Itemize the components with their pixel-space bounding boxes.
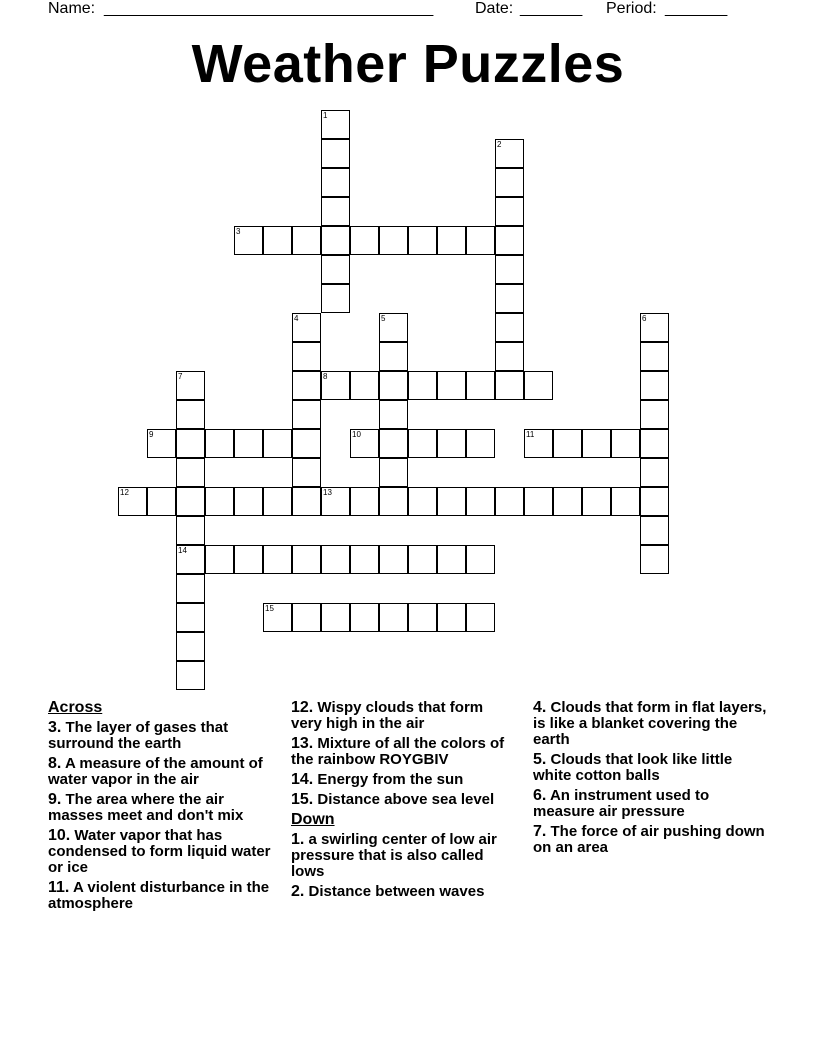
- across-heading: Across: [48, 699, 103, 716]
- crossword-cell[interactable]: [292, 226, 321, 255]
- crossword-cell[interactable]: [263, 603, 292, 632]
- crossword-cell[interactable]: [147, 429, 176, 458]
- crossword-cell[interactable]: [379, 371, 408, 400]
- clue-item-text: Distance between waves: [308, 883, 485, 900]
- crossword-cell[interactable]: [379, 458, 408, 487]
- crossword-cell[interactable]: [292, 342, 321, 371]
- crossword-cell[interactable]: [350, 545, 379, 574]
- crossword-cell[interactable]: [292, 371, 321, 400]
- crossword-cell[interactable]: [640, 545, 669, 574]
- date-label: Date:: [475, 0, 514, 17]
- crossword-cell[interactable]: [321, 545, 350, 574]
- crossword-cell[interactable]: [292, 400, 321, 429]
- crossword-cell[interactable]: [350, 371, 379, 400]
- crossword-cell[interactable]: [437, 371, 466, 400]
- crossword-cell[interactable]: [495, 487, 524, 516]
- crossword-cell[interactable]: [379, 226, 408, 255]
- clue-number: 9: [149, 430, 154, 439]
- crossword-cell[interactable]: [466, 545, 495, 574]
- crossword-cell[interactable]: [466, 226, 495, 255]
- clue-number: 6: [642, 314, 647, 323]
- crossword-cell[interactable]: [350, 487, 379, 516]
- crossword-cell[interactable]: [466, 429, 495, 458]
- clue-item: [291, 700, 516, 732]
- crossword-cell[interactable]: [263, 429, 292, 458]
- clue-item-number: 9.: [48, 791, 62, 808]
- crossword-cell[interactable]: [176, 429, 205, 458]
- crossword-cell[interactable]: [640, 342, 669, 371]
- crossword-cell[interactable]: [408, 487, 437, 516]
- crossword-cell[interactable]: [234, 429, 263, 458]
- crossword-cell[interactable]: [321, 110, 350, 139]
- clue-item-number: 4.: [533, 699, 547, 716]
- crossword-cell[interactable]: [495, 342, 524, 371]
- crossword-cell[interactable]: [176, 574, 205, 603]
- clue-number: 8: [323, 372, 328, 381]
- crossword-cell[interactable]: [205, 487, 234, 516]
- crossword-cell[interactable]: [292, 487, 321, 516]
- crossword-cell[interactable]: [176, 603, 205, 632]
- crossword-cell[interactable]: [408, 429, 437, 458]
- crossword-cell[interactable]: [379, 429, 408, 458]
- crossword-cell[interactable]: [379, 342, 408, 371]
- crossword-cell[interactable]: [408, 545, 437, 574]
- clue-item-number: 8.: [48, 755, 62, 772]
- crossword-cell[interactable]: [147, 487, 176, 516]
- clue-item-text: The area where the air masses meet and don't mix: [48, 791, 244, 824]
- clue-item: [291, 772, 516, 788]
- crossword-cell[interactable]: [292, 429, 321, 458]
- crossword-cell[interactable]: [640, 458, 669, 487]
- crossword-cell[interactable]: [321, 226, 350, 255]
- page-title: Weather Puzzles: [191, 34, 625, 94]
- crossword-cell[interactable]: [263, 545, 292, 574]
- clue-number: 13: [323, 488, 332, 497]
- clue-number: 7: [178, 372, 183, 381]
- clue-item-text: Clouds that form in flat layers, is like a blanket covering the earth: [533, 699, 767, 748]
- clue-item-number: 14.: [291, 771, 314, 788]
- crossword-cell[interactable]: [408, 371, 437, 400]
- crossword-cell[interactable]: [553, 429, 582, 458]
- crossword-cell[interactable]: [321, 139, 350, 168]
- crossword-cell[interactable]: [176, 545, 205, 574]
- crossword-cell[interactable]: [263, 487, 292, 516]
- crossword-cell[interactable]: [466, 371, 495, 400]
- name-field[interactable]: _____________________________________: [104, 0, 434, 17]
- clue-item-text: A measure of the amount of water vapor in the air: [48, 755, 263, 788]
- clue-item-number: 7.: [533, 823, 547, 840]
- crossword-cell[interactable]: [437, 429, 466, 458]
- crossword-cell[interactable]: [495, 226, 524, 255]
- clue-number: 12: [120, 488, 129, 497]
- name-label: Name:: [48, 0, 96, 17]
- crossword-cell[interactable]: [321, 255, 350, 284]
- clue-item-number: 5.: [533, 751, 547, 768]
- crossword-cell[interactable]: [466, 487, 495, 516]
- crossword-cell[interactable]: [234, 487, 263, 516]
- clue-item-number: 15.: [291, 791, 314, 808]
- crossword-cell[interactable]: [176, 371, 205, 400]
- crossword-cell[interactable]: [437, 545, 466, 574]
- clue-item-number: 1.: [291, 831, 305, 848]
- crossword-cell[interactable]: [292, 313, 321, 342]
- crossword-cell[interactable]: [234, 545, 263, 574]
- crossword-cell[interactable]: [582, 487, 611, 516]
- crossword-cell[interactable]: [379, 313, 408, 342]
- clue-item-text: The force of air pushing down on an area: [533, 823, 765, 856]
- crossword-cell[interactable]: [350, 226, 379, 255]
- clue-item-number: 13.: [291, 735, 314, 752]
- crossword-cell[interactable]: [408, 226, 437, 255]
- clue-number: 11: [526, 430, 535, 439]
- crossword-cell[interactable]: [263, 226, 292, 255]
- crossword-cell[interactable]: [640, 487, 669, 516]
- crossword-cell[interactable]: [379, 545, 408, 574]
- crossword-cell[interactable]: [176, 487, 205, 516]
- crossword-cell[interactable]: [495, 139, 524, 168]
- crossword-cell[interactable]: [640, 400, 669, 429]
- crossword-cell[interactable]: [234, 226, 263, 255]
- clue-item: [291, 792, 516, 808]
- clue-number: 5: [381, 314, 386, 323]
- clue-item-number: 6.: [533, 787, 547, 804]
- crossword-cell[interactable]: [321, 197, 350, 226]
- crossword-cell[interactable]: [437, 603, 466, 632]
- crossword-cell[interactable]: [437, 226, 466, 255]
- crossword-cell[interactable]: [640, 371, 669, 400]
- clue-item: [291, 736, 516, 768]
- crossword-cell[interactable]: [640, 516, 669, 545]
- crossword-cell[interactable]: [350, 429, 379, 458]
- crossword-cell[interactable]: [118, 487, 147, 516]
- clue-item-text: Wispy clouds that form very high in the air: [291, 699, 484, 732]
- crossword-cell[interactable]: [321, 168, 350, 197]
- clues-column-2: [291, 700, 516, 904]
- crossword-cell[interactable]: [495, 284, 524, 313]
- clue-item-text: Clouds that look like little white cotton balls: [533, 751, 733, 784]
- crossword-cell[interactable]: [495, 168, 524, 197]
- crossword-cell[interactable]: [292, 545, 321, 574]
- crossword-cell[interactable]: [524, 487, 553, 516]
- crossword-cell[interactable]: [350, 603, 379, 632]
- down-heading: Down: [291, 811, 335, 828]
- crossword-cell[interactable]: [321, 371, 350, 400]
- crossword-cell[interactable]: [379, 487, 408, 516]
- period-label: Period:: [606, 0, 657, 17]
- crossword-cell[interactable]: [292, 458, 321, 487]
- crossword-cell[interactable]: [292, 603, 321, 632]
- clue-item: [48, 792, 278, 824]
- crossword-cell[interactable]: [495, 255, 524, 284]
- crossword-cell[interactable]: [495, 197, 524, 226]
- clue-item: [48, 828, 278, 876]
- clue-item-number: 12.: [291, 699, 314, 716]
- clue-item-text: An instrument used to measure air pressure: [533, 787, 710, 820]
- clue-item-text: Energy from the sun: [317, 771, 464, 788]
- crossword-cell[interactable]: [176, 661, 205, 690]
- clue-item-number: 3.: [48, 719, 62, 736]
- clue-number: 14: [178, 546, 187, 555]
- crossword-cell[interactable]: [437, 487, 466, 516]
- crossword-cell[interactable]: [524, 371, 553, 400]
- clues-column-1: [48, 700, 278, 916]
- clue-item: [291, 832, 516, 880]
- crossword-cell[interactable]: [176, 632, 205, 661]
- clue-item: [533, 788, 768, 820]
- crossword-cell[interactable]: [321, 487, 350, 516]
- crossword-cell[interactable]: [582, 429, 611, 458]
- crossword-cell[interactable]: [611, 429, 640, 458]
- clue-item: [533, 700, 768, 748]
- crossword-cell[interactable]: [321, 284, 350, 313]
- crossword-cell[interactable]: [205, 545, 234, 574]
- clue-item-text: a swirling center of low air pressure that is also called lows: [291, 831, 497, 880]
- clue-item: [533, 824, 768, 856]
- clue-item-number: 10.: [48, 827, 71, 844]
- crossword-cell[interactable]: [176, 400, 205, 429]
- clue-item-text: Mixture of all the colors of the rainbow ROYGBIV: [291, 735, 505, 768]
- clue-item: [48, 720, 278, 752]
- clue-number: 10: [352, 430, 361, 439]
- crossword-cell[interactable]: [408, 603, 437, 632]
- clue-number: 15: [265, 604, 274, 613]
- crossword-cell[interactable]: [495, 313, 524, 342]
- period-field[interactable]: _______: [665, 0, 728, 17]
- crossword-cell[interactable]: [321, 603, 350, 632]
- clue-item: [48, 880, 278, 912]
- crossword-cell[interactable]: [524, 429, 553, 458]
- clue-item-text: A violent disturbance in the atmosphere: [48, 879, 270, 912]
- crossword-cell[interactable]: [495, 371, 524, 400]
- clue-number: 4: [294, 314, 299, 323]
- clue-number: 1: [323, 111, 328, 120]
- crossword-cell[interactable]: [553, 487, 582, 516]
- crossword-cell[interactable]: [379, 603, 408, 632]
- clue-item-text: Water vapor that has condensed to form liquid water or ice: [48, 827, 271, 876]
- crossword-cell[interactable]: [176, 458, 205, 487]
- date-field[interactable]: _______: [520, 0, 583, 17]
- clues-column-3: [533, 700, 768, 860]
- clue-item: [291, 884, 516, 900]
- crossword-cell[interactable]: [640, 313, 669, 342]
- clue-number: 2: [497, 140, 502, 149]
- crossword-cell[interactable]: [611, 487, 640, 516]
- crossword-cell[interactable]: [379, 400, 408, 429]
- clue-number: 3: [236, 227, 241, 236]
- clue-item-number: 11.: [48, 879, 70, 896]
- clue-item-number: 2.: [291, 883, 305, 900]
- clue-item: [48, 756, 278, 788]
- clue-item-text: Distance above sea level: [317, 791, 495, 808]
- clue-item: [533, 752, 768, 784]
- crossword-cell[interactable]: [176, 516, 205, 545]
- crossword-cell[interactable]: [466, 603, 495, 632]
- crossword-cell[interactable]: [205, 429, 234, 458]
- crossword-cell[interactable]: [640, 429, 669, 458]
- clue-item-text: The layer of gases that surround the earth: [48, 719, 229, 752]
